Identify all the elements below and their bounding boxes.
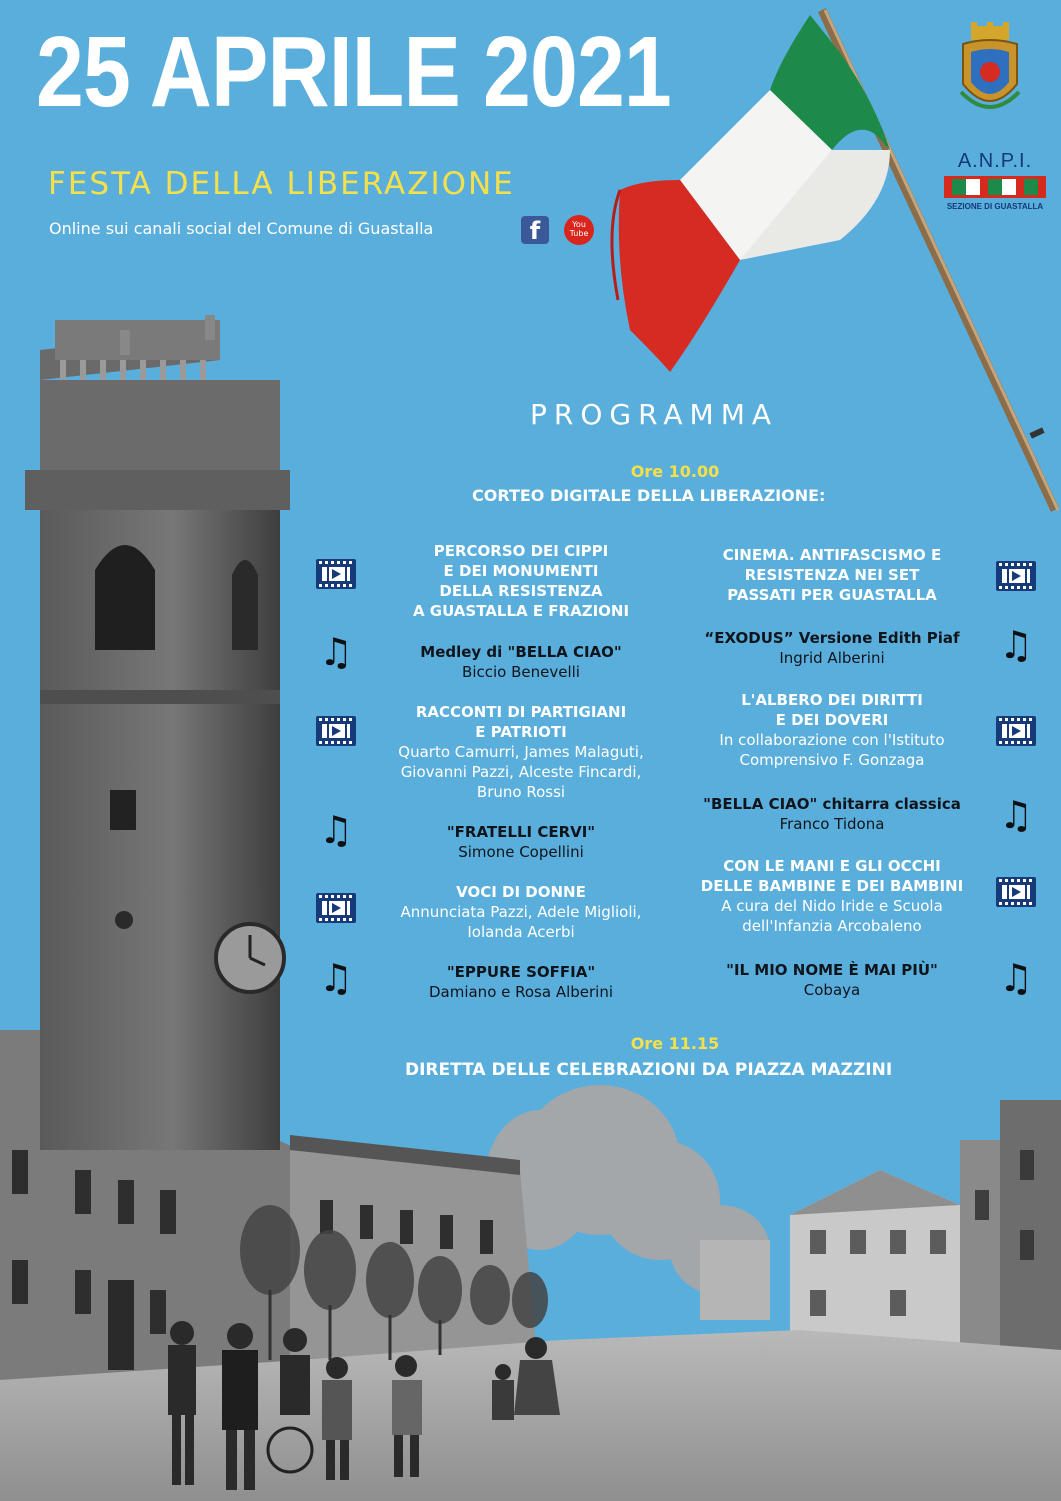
program-item-description: Annunciata Pazzi, Adele Miglioli, [400, 903, 642, 921]
second-time: Ore 11.15 [630, 1034, 720, 1053]
program-item-title: PERCORSO DEI CIPPI [433, 542, 609, 560]
program-item-left [356, 642, 686, 682]
music-note-icon: ♫ [318, 630, 354, 674]
program-item-title: "EPPURE SOFFIA" [446, 963, 596, 981]
facebook-glyph: f [529, 217, 541, 245]
facebook-icon[interactable] [521, 216, 549, 244]
music-note-icon: ♫ [318, 956, 354, 1000]
program-item-title: CON LE MANI E GLI OCCHI [723, 857, 941, 875]
program-item-title: L'ALBERO DEI DIRITTI [741, 691, 923, 709]
program-title: PROGRAMMA [530, 398, 779, 431]
program-item-description: Cobaya [803, 981, 861, 999]
program-item-description: Damiano e Rosa Alberini [428, 983, 614, 1001]
anpi-name: A.N.P.I. [957, 150, 1033, 172]
program-item-left [356, 962, 686, 1002]
film-icon [316, 559, 356, 589]
program-item-description: Giovanni Pazzi, Alceste Fincardi, [400, 763, 642, 781]
event-subtitle: FESTA DELLA LIBERAZIONE [48, 166, 515, 202]
program-item-right [667, 545, 997, 605]
program-item-title: Medley di "BELLA CIAO" [420, 643, 622, 661]
film-icon [996, 716, 1036, 746]
program-item-description: Bruno Rossi [476, 783, 566, 801]
program-item-left [356, 822, 686, 862]
film-icon [316, 716, 356, 746]
program-item-title: E DEI DOVERI [775, 711, 889, 729]
program-item-title: VOCI DI DONNE [456, 883, 586, 901]
anpi-flag-graphic [944, 176, 1046, 198]
program-item-right [667, 856, 997, 936]
program-item-title: CINEMA. ANTIFASCISMO E [722, 546, 942, 564]
program-item-title: A GUASTALLA E FRAZIONI [412, 602, 630, 620]
program-item-description: A cura del Nido Iride e Scuola [721, 897, 943, 915]
program-item-title: "FRATELLI CERVI" [446, 823, 596, 841]
program-item-title: PASSATI PER GUASTALLA [727, 586, 937, 604]
music-note-icon: ♫ [318, 808, 354, 852]
program-item-title: DELLA RESISTENZA [439, 582, 603, 600]
second-heading: DIRETTA DELLE CELEBRAZIONI DA PIAZZA MAZZINI [405, 1060, 893, 1080]
music-note-icon: ♫ [998, 956, 1034, 1000]
city-coat-of-arms [957, 22, 1023, 124]
music-note-icon: ♫ [998, 793, 1034, 837]
program-item-title: DELLE BAMBINE E DEI BAMBINI [700, 877, 964, 895]
anpi-section: SEZIONE DI GUASTALLA [946, 202, 1044, 211]
program-item-title: E PATRIOTI [475, 723, 567, 741]
program-item-right [667, 960, 997, 1000]
film-icon [316, 893, 356, 923]
film-icon [996, 877, 1036, 907]
youtube-label: You Tube [569, 220, 589, 238]
program-item-description: Franco Tidona [779, 815, 885, 833]
youtube-icon[interactable] [564, 215, 594, 245]
program-item-title: "BELLA CIAO" chitarra classica [703, 795, 961, 813]
program-item-description: dell'Infanzia Arcobaleno [742, 917, 922, 935]
program-item-description: Iolanda Acerbi [467, 923, 575, 941]
program-item-description: Simone Copellini [458, 843, 584, 861]
event-date-title: 25 APRILE 2021 [36, 16, 671, 128]
program-item-description: Comprensivo F. Gonzaga [739, 751, 925, 769]
program-item-right [667, 628, 997, 668]
program-item-left [356, 702, 686, 802]
program-item-left [356, 882, 686, 942]
online-notice: Online sui canali social del Comune di Guastalla [49, 219, 434, 238]
first-heading: CORTEO DIGITALE DELLA LIBERAZIONE: [472, 486, 826, 505]
program-item-right [667, 690, 997, 770]
program-item-description: Quarto Camurri, James Malaguti, [398, 743, 644, 761]
first-time: Ore 10.00 [630, 462, 720, 481]
program-item-right [667, 794, 997, 834]
program-item-left [356, 541, 686, 621]
program-item-title: “EXODUS” Versione Edith Piaf [704, 629, 960, 647]
program-item-title: RESISTENZA NEI SET [744, 566, 920, 584]
program-item-description: Biccio Benevelli [462, 663, 580, 681]
program-item-description: Ingrid Alberini [779, 649, 885, 667]
program-item-description: In collaborazione con l'Istituto [719, 731, 945, 749]
program-item-title: "IL MIO NOME È MAI PIÙ" [726, 961, 938, 979]
program-item-title: RACCONTI DI PARTIGIANI [415, 703, 627, 721]
program-item-title: E DEI MONUMENTI [443, 562, 599, 580]
film-icon [996, 561, 1036, 591]
music-note-icon: ♫ [998, 623, 1034, 667]
anpi-logo [940, 150, 1050, 216]
